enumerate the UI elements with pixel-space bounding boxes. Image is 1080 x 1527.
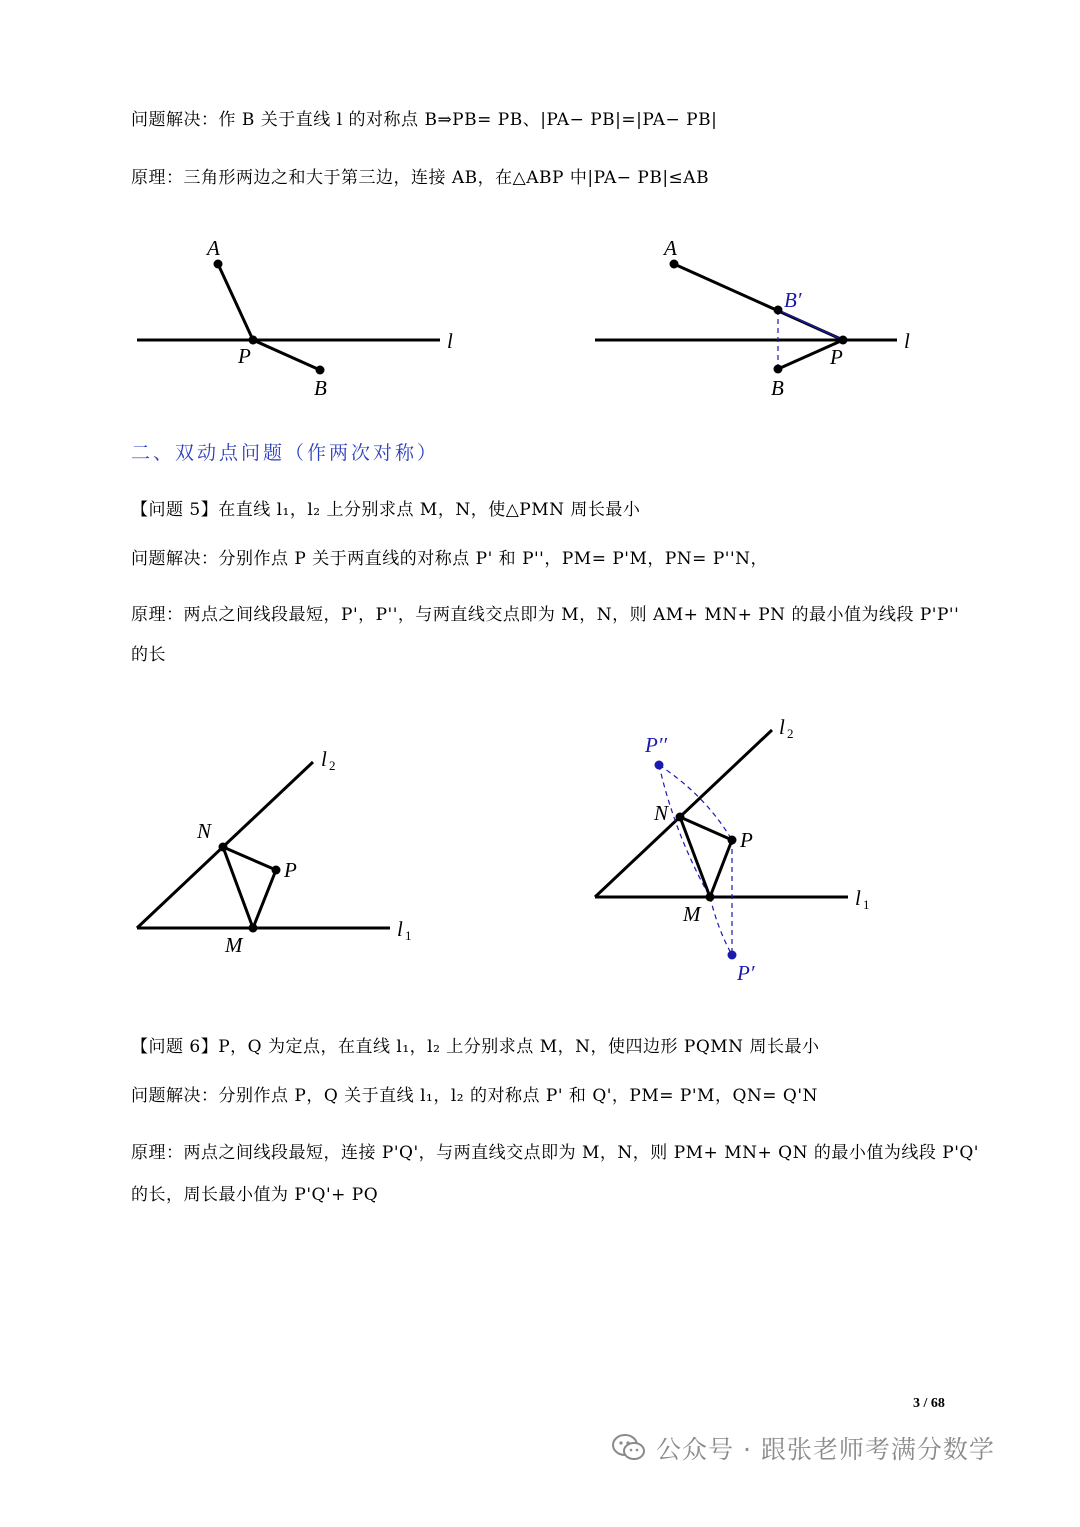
label-N: N [654,801,669,825]
label-l2: l [779,715,785,739]
point-B [316,366,325,375]
text-line-6: 的长 [131,645,166,665]
point-Bp [774,306,783,315]
label-M: M [225,933,243,957]
label-l2-sub: 2 [329,758,336,773]
point-P [728,836,737,845]
section-heading: 二、双动点问题（作两次对称） [131,442,440,464]
text-line-10: 的长，周长最小值为 P'Q'+ PQ [131,1185,379,1205]
label-A: A [664,236,677,260]
label-l1: l [855,886,861,910]
text-line-9: 原理：两点之间线段最短，连接 P'Q'，与两直线交点即为 M，N，则 PM+ MN+ QN 的最小值为线段 P'Q' [131,1143,979,1163]
point-A [670,260,679,269]
text-line-1: 问题解决：作 B 关于直线 l 的对称点 B⇒PB= PB、|PA− PB|=|PA− PB| [131,110,718,130]
line-l2 [595,730,772,897]
label-l1-sub: 1 [863,897,870,912]
point-M [706,893,715,902]
footer-watermark [612,1428,995,1468]
label-P: P [284,858,297,882]
point-A [214,260,223,269]
text-line-5: 原理：两点之间线段最短，P'，P''，与两直线交点即为 M，N，则 AM+ MN+ PN 的最小值为线段 P'P'' [131,605,960,625]
label-l1: l [397,917,403,941]
figure-4-drawing [595,715,870,985]
label-B: B [314,376,327,400]
wechat-icon [612,1433,646,1463]
point-Ppp [655,761,664,770]
label-Bp: B′ [784,288,802,312]
point-Pp [728,951,737,960]
dashed-M-Pp [710,897,732,955]
segment-AP [218,264,253,340]
label-B: B [771,376,784,400]
label-Pp: P′ [737,961,755,985]
point-P [272,866,281,875]
label-P: P [830,345,843,369]
footer-text: 公众号 · 跟张老师考满分数学 [656,1435,995,1464]
point-P [839,336,848,345]
label-M: M [683,902,701,926]
point-B [774,365,783,374]
label-P: P [238,344,251,368]
point-N [219,843,228,852]
text-line-3: 【问题 5】在直线 l₁，l₂ 上分别求点 M，N，使△PMN 周长最小 [131,500,641,520]
label-P: P [740,828,753,852]
text-line-7: 【问题 6】P，Q 为定点，在直线 l₁，l₂ 上分别求点 M，N，使四边形 PQMN 周长最小 [131,1037,820,1057]
figure-3-drawing [137,747,412,957]
label-l2: l [321,747,327,771]
text-line-2: 原理：三角形两边之和大于第三边，连接 AB，在△ABP 中|PA− PB|≤AB [131,168,710,188]
label-Ppp: P′′ [645,733,668,757]
figure-1-drawing [137,236,453,400]
label-l2-sub: 2 [787,726,794,741]
label-l: l [447,329,453,353]
segment-PM [710,840,732,897]
label-N: N [197,819,212,843]
segment-PM [253,870,276,928]
label-l: l [904,329,910,353]
label-A: A [207,236,220,260]
point-N [676,813,685,822]
segment-BpP [778,310,843,340]
figure-2-drawing [595,236,910,400]
text-line-4: 问题解决：分别作点 P 关于两直线的对称点 P' 和 P''，PM= P'M，PN= P''N， [131,549,768,569]
label-l1-sub: 1 [405,928,412,943]
point-M [249,924,258,933]
segment-PB [253,340,320,370]
page-number: 3 / 68 [913,1396,945,1411]
text-line-8: 问题解决：分别作点 P，Q 关于直线 l₁，l₂ 的对称点 P' 和 Q'，PM= P'M，QN= Q'N [131,1086,818,1106]
